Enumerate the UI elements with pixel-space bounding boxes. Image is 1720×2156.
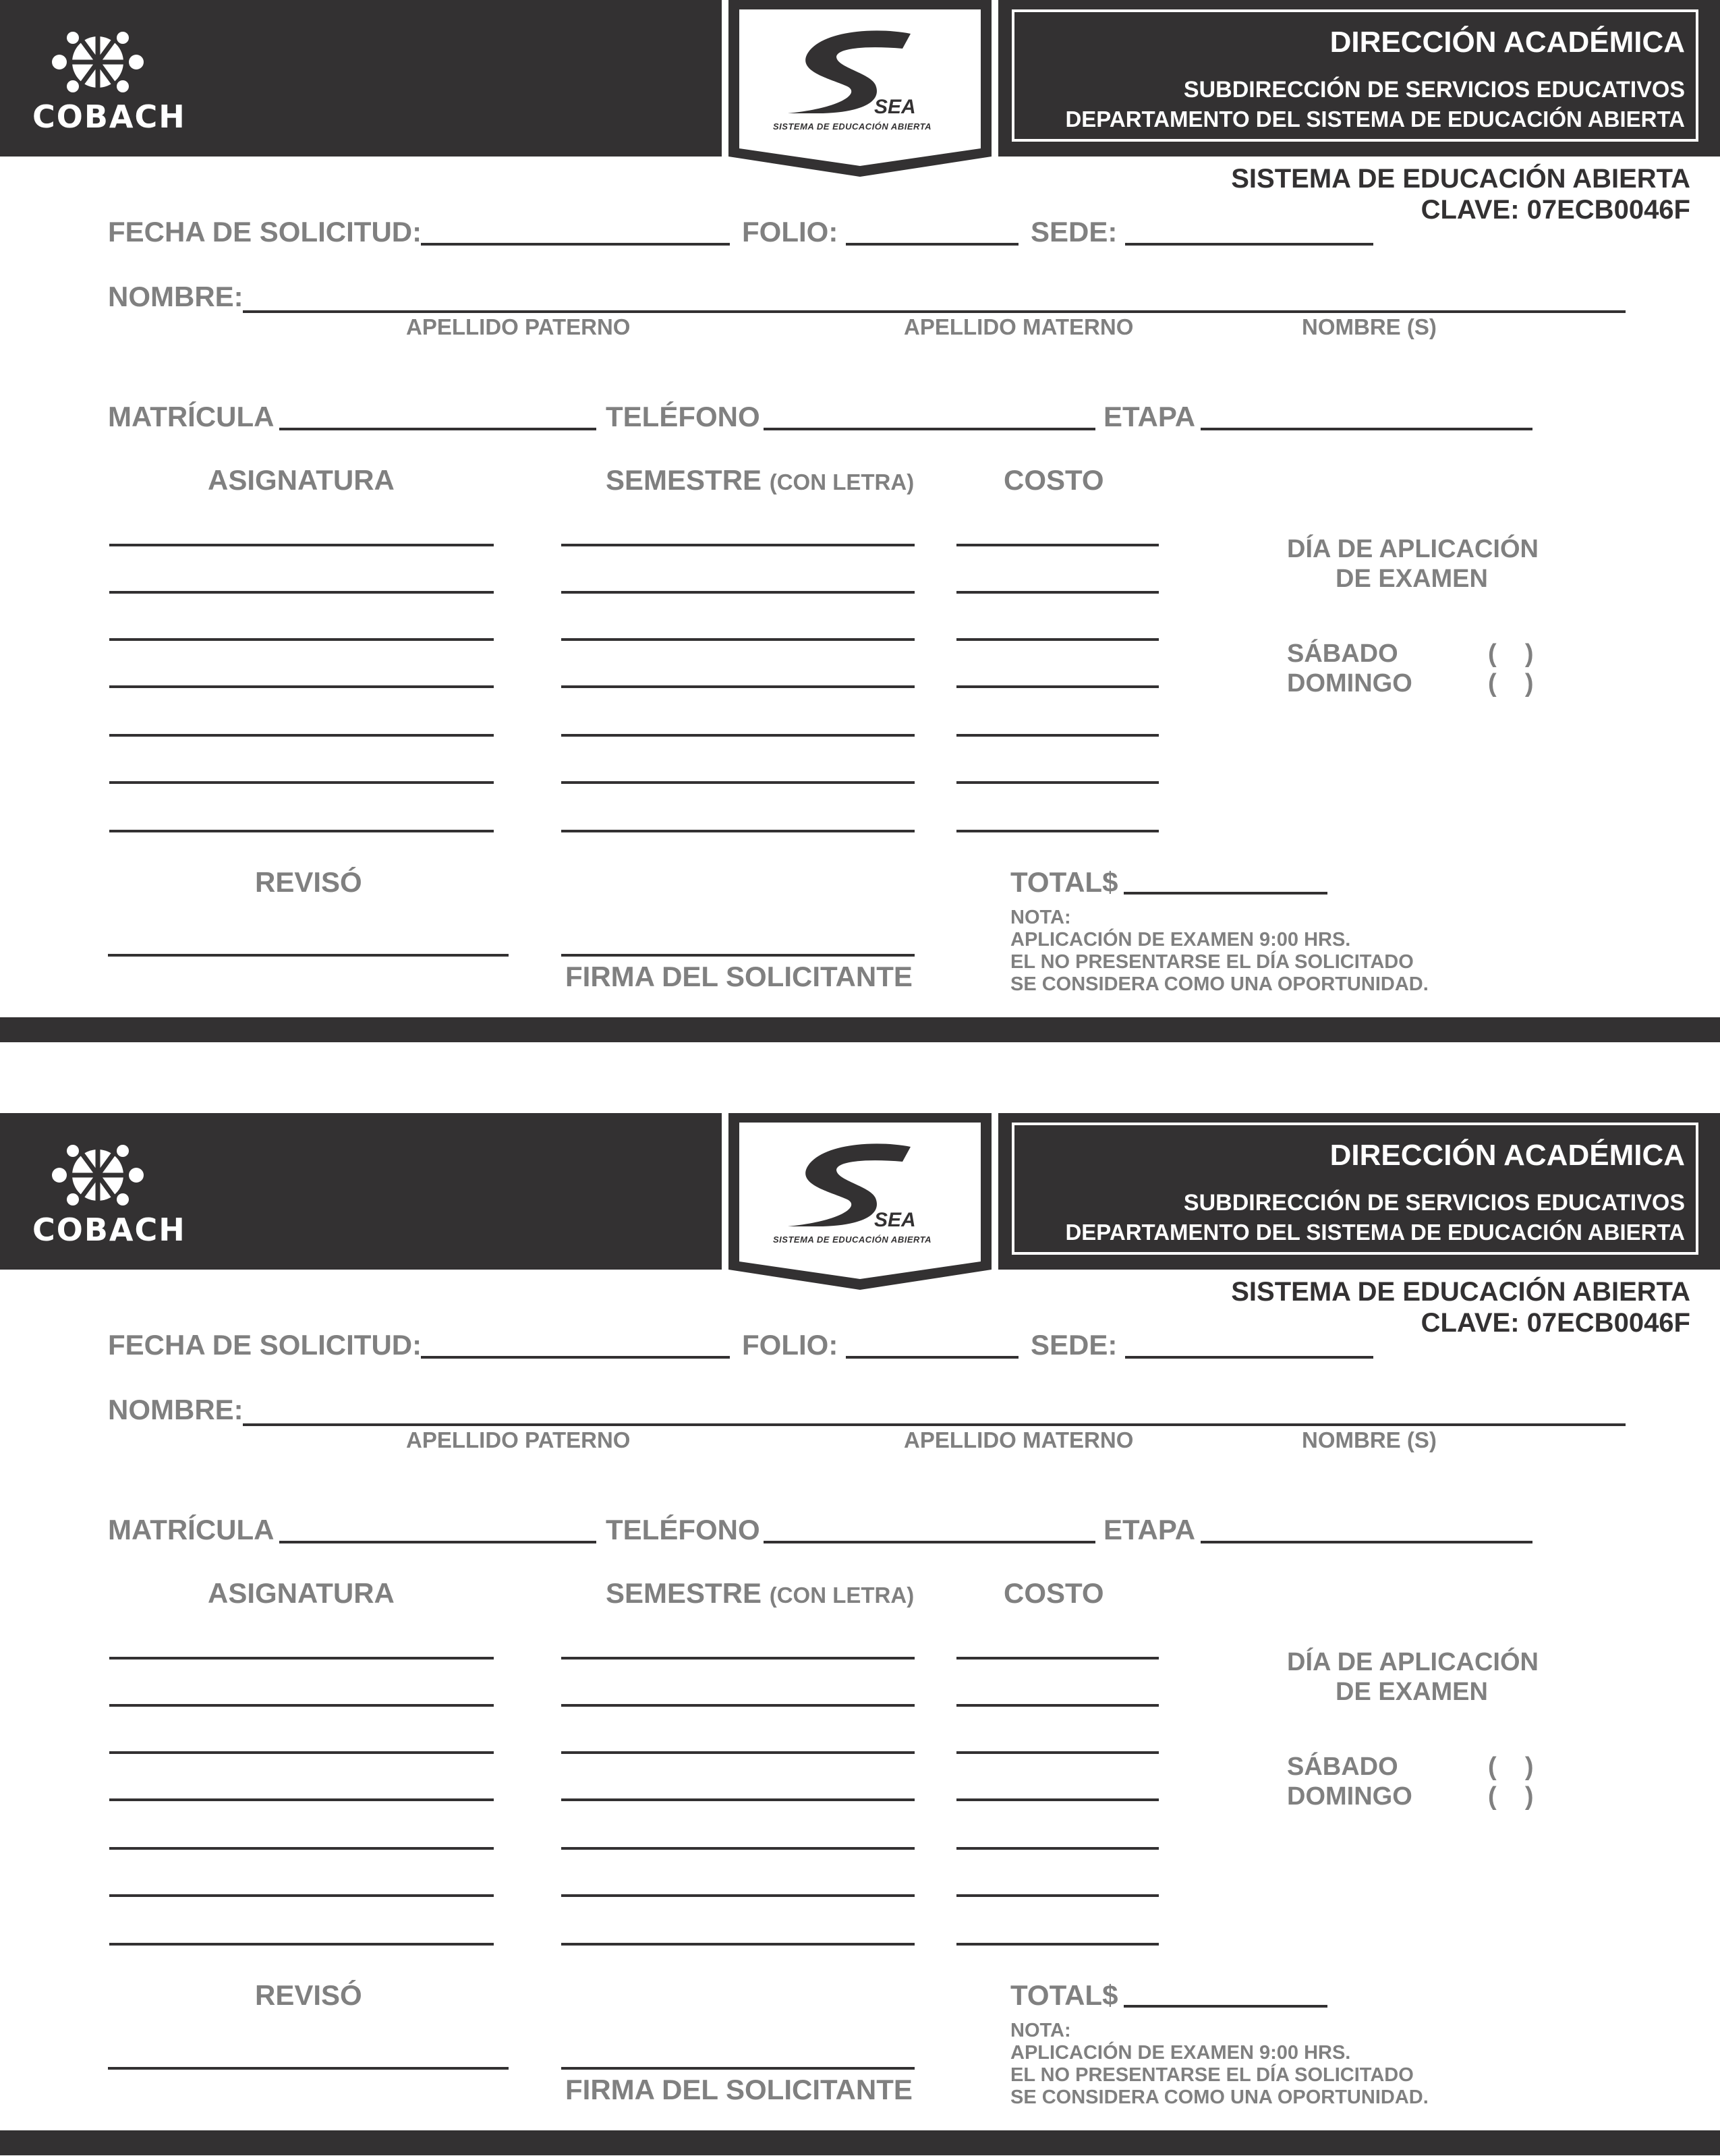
sunday-checkbox[interactable]: ( ) xyxy=(1488,669,1534,698)
direction-title: DIRECCIÓN ACADÉMICA xyxy=(1329,1139,1685,1172)
apellido-materno-caption: APELLIDO MATERNO xyxy=(904,314,1134,339)
asignatura-line[interactable] xyxy=(109,638,494,641)
semestre-line[interactable] xyxy=(561,1704,915,1707)
request-form-2 xyxy=(0,1113,1720,2155)
sea-badge xyxy=(728,0,992,177)
asignatura-header: ASIGNATURA xyxy=(208,464,395,496)
fecha-line[interactable] xyxy=(421,1356,730,1359)
asignatura-line[interactable] xyxy=(109,830,494,832)
nombre-line[interactable] xyxy=(243,1423,1626,1426)
semestre-header-text: SEMESTRE xyxy=(606,1577,762,1609)
subdirection-title: SUBDIRECCIÓN DE SERVICIOS EDUCATIVOS xyxy=(1183,1190,1685,1216)
system-block xyxy=(1231,1276,1690,1338)
note-line: APLICACIÓN DE EXAMEN 9:00 HRS. xyxy=(1010,2042,1351,2064)
telefono-label: TELÉFONO xyxy=(606,1514,760,1545)
cobach-logo-text: COBACH xyxy=(32,1212,186,1248)
exam-day-title xyxy=(1287,534,1537,594)
total-label: TOTAL$ xyxy=(1010,866,1118,898)
form-bottom-bar xyxy=(0,1017,1720,1042)
etapa-line[interactable] xyxy=(1201,428,1532,430)
folio-label: FOLIO: xyxy=(742,1329,838,1361)
reviso-label: REVISÓ xyxy=(255,1979,362,2011)
exam-day-title-line1: DÍA DE APLICACIÓN xyxy=(1287,535,1539,563)
firma-signature-line[interactable] xyxy=(561,2067,915,2070)
costo-header: COSTO xyxy=(1004,1577,1104,1609)
exam-day-title xyxy=(1287,1647,1537,1707)
saturday-label: SÁBADO xyxy=(1287,640,1398,668)
reviso-signature-line[interactable] xyxy=(108,2067,509,2070)
saturday-label: SÁBADO xyxy=(1287,1753,1398,1781)
fecha-label: FECHA DE SOLICITUD: xyxy=(108,1329,422,1361)
telefono-line[interactable] xyxy=(764,428,1095,430)
total-line[interactable] xyxy=(1124,892,1327,895)
etapa-line[interactable] xyxy=(1201,1541,1532,1543)
request-form-1 xyxy=(0,0,1720,1042)
etapa-label: ETAPA xyxy=(1103,401,1196,432)
nombres-caption: NOMBRE (S) xyxy=(1302,314,1437,339)
asignatura-line[interactable] xyxy=(109,1943,494,1946)
sea-badge xyxy=(728,1113,992,1290)
subdirection-title: SUBDIRECCIÓN DE SERVICIOS EDUCATIVOS xyxy=(1183,77,1685,103)
saturday-checkbox[interactable]: ( ) xyxy=(1488,1753,1534,1781)
costo-line[interactable] xyxy=(956,1798,1159,1801)
matricula-line[interactable] xyxy=(279,428,596,430)
note-line: SE CONSIDERA COMO UNA OPORTUNIDAD. xyxy=(1010,2087,1429,2108)
firma-label: FIRMA DEL SOLICITANTE xyxy=(565,2074,913,2105)
apellido-materno-caption: APELLIDO MATERNO xyxy=(904,1427,1134,1452)
exam-note xyxy=(1010,2020,1429,2109)
note-line: EL NO PRESENTARSE EL DÍA SOLICITADO xyxy=(1010,2064,1414,2086)
matricula-label: MATRÍCULA xyxy=(108,1514,275,1545)
sunday-label: DOMINGO xyxy=(1287,1782,1412,1811)
total-label: TOTAL$ xyxy=(1010,1979,1118,2011)
costo-line[interactable] xyxy=(956,638,1159,641)
sea-caption: SISTEMA DE EDUCACIÓN ABIERTA xyxy=(773,1235,932,1245)
firma-signature-line[interactable] xyxy=(561,954,915,957)
costo-line[interactable] xyxy=(956,1943,1159,1946)
asignatura-line[interactable] xyxy=(109,734,494,737)
fecha-line[interactable] xyxy=(421,243,730,246)
semestre-line[interactable] xyxy=(561,734,915,737)
cobach-logo-icon xyxy=(47,1137,148,1213)
semestre-line[interactable] xyxy=(561,830,915,832)
costo-line[interactable] xyxy=(956,1704,1159,1707)
exam-day-title-line2: DE EXAMEN xyxy=(1336,1678,1488,1706)
reviso-label: REVISÓ xyxy=(255,866,362,898)
reviso-signature-line[interactable] xyxy=(108,954,509,957)
sunday-checkbox[interactable]: ( ) xyxy=(1488,1782,1534,1811)
costo-header: COSTO xyxy=(1004,464,1104,496)
asignatura-line[interactable] xyxy=(109,1657,494,1659)
exam-note xyxy=(1010,907,1429,996)
sea-caption: SISTEMA DE EDUCACIÓN ABIERTA xyxy=(773,121,932,132)
system-name: SISTEMA DE EDUCACIÓN ABIERTA xyxy=(1231,1277,1690,1307)
semestre-line[interactable] xyxy=(561,1798,915,1801)
apellido-paterno-caption: APELLIDO PATERNO xyxy=(406,1427,631,1452)
asignatura-line[interactable] xyxy=(109,544,494,546)
form-bottom-bar xyxy=(0,2130,1720,2155)
exam-day-title-line1: DÍA DE APLICACIÓN xyxy=(1287,1648,1539,1676)
telefono-label: TELÉFONO xyxy=(606,401,760,432)
nombres-caption: NOMBRE (S) xyxy=(1302,1427,1437,1452)
semestre-line[interactable] xyxy=(561,685,915,688)
costo-line[interactable] xyxy=(956,1751,1159,1754)
asignatura-line[interactable] xyxy=(109,781,494,784)
semestre-header xyxy=(606,464,914,497)
semestre-line[interactable] xyxy=(561,1894,915,1897)
sede-label: SEDE: xyxy=(1031,1329,1118,1361)
department-title: DEPARTAMENTO DEL SISTEMA DE EDUCACIÓN ABIERTA xyxy=(1065,107,1685,132)
firma-label: FIRMA DEL SOLICITANTE xyxy=(565,961,913,992)
folio-label: FOLIO: xyxy=(742,216,838,248)
nombre-label: NOMBRE: xyxy=(108,1394,243,1425)
direction-title: DIRECCIÓN ACADÉMICA xyxy=(1329,26,1685,59)
sede-label: SEDE: xyxy=(1031,216,1118,248)
sunday-label: DOMINGO xyxy=(1287,669,1412,698)
clave-code: CLAVE: 07ECB0046F xyxy=(1421,195,1690,225)
note-line: NOTA: xyxy=(1010,907,1071,928)
costo-line[interactable] xyxy=(956,544,1159,546)
nombre-label: NOMBRE: xyxy=(108,281,243,312)
semestre-header xyxy=(606,1577,914,1610)
asignatura-line[interactable] xyxy=(109,1798,494,1801)
semestre-line[interactable] xyxy=(561,591,915,594)
matricula-label: MATRÍCULA xyxy=(108,401,275,432)
department-title: DEPARTAMENTO DEL SISTEMA DE EDUCACIÓN ABIERTA xyxy=(1065,1220,1685,1245)
costo-line[interactable] xyxy=(956,734,1159,737)
system-name: SISTEMA DE EDUCACIÓN ABIERTA xyxy=(1231,164,1690,194)
semestre-line[interactable] xyxy=(561,638,915,641)
semestre-line[interactable] xyxy=(561,544,915,546)
folio-line[interactable] xyxy=(846,243,1019,246)
total-line[interactable] xyxy=(1124,2005,1327,2008)
cobach-logo-text: COBACH xyxy=(32,98,186,135)
semestre-line[interactable] xyxy=(561,1751,915,1754)
semestre-header-note: (CON LETRA) xyxy=(769,470,915,494)
asignatura-line[interactable] xyxy=(109,1847,494,1850)
matricula-line[interactable] xyxy=(279,1541,596,1543)
semestre-line[interactable] xyxy=(561,1657,915,1659)
note-line: SE CONSIDERA COMO UNA OPORTUNIDAD. xyxy=(1010,973,1429,995)
costo-line[interactable] xyxy=(956,781,1159,784)
costo-line[interactable] xyxy=(956,591,1159,594)
asignatura-line[interactable] xyxy=(109,685,494,688)
sea-logo-text: SEA xyxy=(874,96,916,118)
asignatura-line[interactable] xyxy=(109,1751,494,1754)
telefono-line[interactable] xyxy=(764,1541,1095,1543)
semestre-line[interactable] xyxy=(561,1943,915,1946)
costo-line[interactable] xyxy=(956,830,1159,832)
costo-line[interactable] xyxy=(956,1657,1159,1659)
semestre-line[interactable] xyxy=(561,1847,915,1850)
asignatura-line[interactable] xyxy=(109,591,494,594)
costo-line[interactable] xyxy=(956,1894,1159,1897)
note-line: NOTA: xyxy=(1010,2020,1071,2041)
etapa-label: ETAPA xyxy=(1103,1514,1196,1545)
folio-line[interactable] xyxy=(846,1356,1019,1359)
cobach-logo-icon xyxy=(47,24,148,100)
saturday-checkbox[interactable]: ( ) xyxy=(1488,640,1534,668)
note-line: APLICACIÓN DE EXAMEN 9:00 HRS. xyxy=(1010,929,1351,951)
asignatura-line[interactable] xyxy=(109,1894,494,1897)
system-block xyxy=(1231,163,1690,225)
asignatura-line[interactable] xyxy=(109,1704,494,1707)
semestre-header-note: (CON LETRA) xyxy=(769,1583,915,1608)
note-line: EL NO PRESENTARSE EL DÍA SOLICITADO xyxy=(1010,951,1414,973)
costo-line[interactable] xyxy=(956,1847,1159,1850)
sede-line[interactable] xyxy=(1125,243,1373,246)
semestre-header-text: SEMESTRE xyxy=(606,464,762,496)
fecha-label: FECHA DE SOLICITUD: xyxy=(108,216,422,248)
apellido-paterno-caption: APELLIDO PATERNO xyxy=(406,314,631,339)
asignatura-header: ASIGNATURA xyxy=(208,1577,395,1609)
nombre-line[interactable] xyxy=(243,310,1626,313)
clave-code: CLAVE: 07ECB0046F xyxy=(1421,1308,1690,1338)
exam-day-title-line2: DE EXAMEN xyxy=(1336,565,1488,593)
sea-logo-text: SEA xyxy=(874,1209,916,1231)
semestre-line[interactable] xyxy=(561,781,915,784)
sede-line[interactable] xyxy=(1125,1356,1373,1359)
costo-line[interactable] xyxy=(956,685,1159,688)
